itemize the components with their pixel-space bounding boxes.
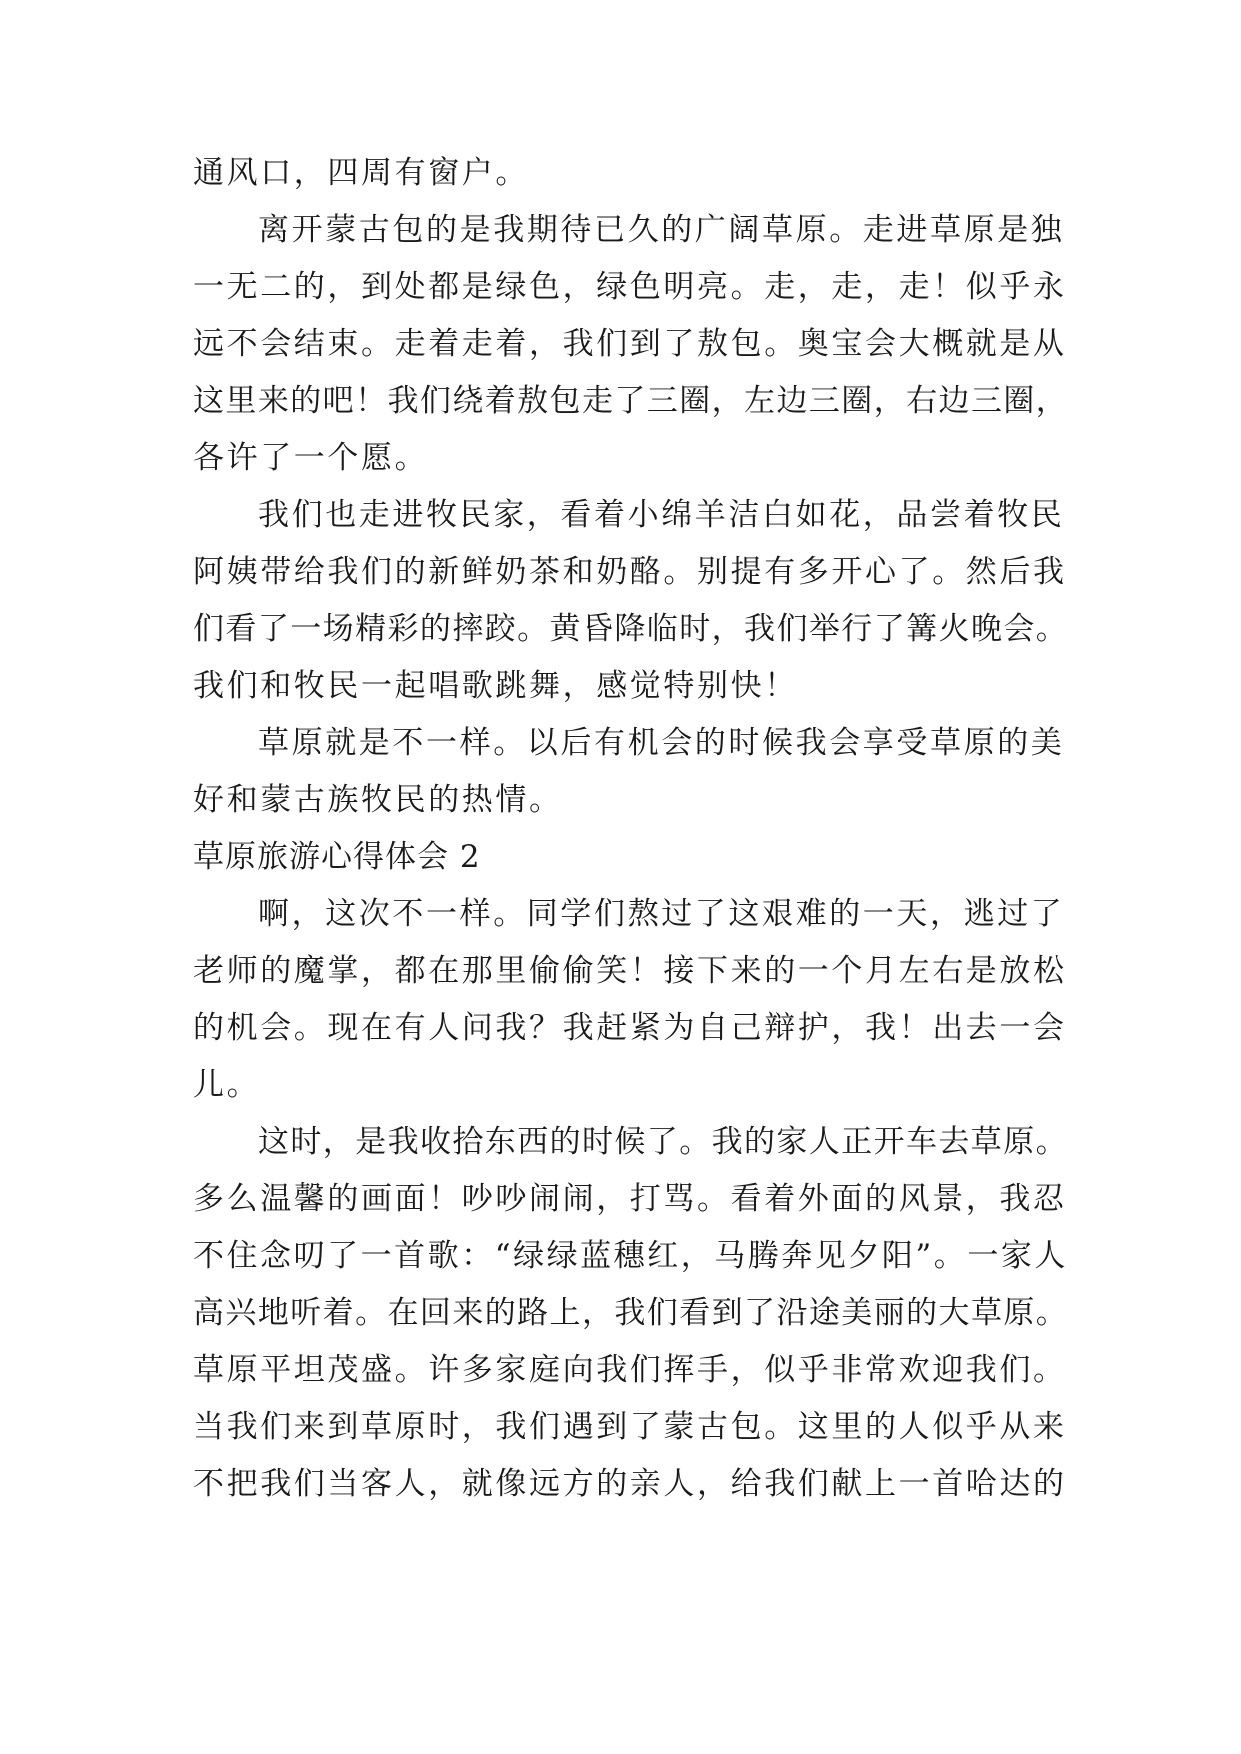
- text-line: 们看了一场精彩的摔跤。黄昏降临时，我们举行了篝火晚会。: [193, 611, 1069, 647]
- text-line: 好和蒙古族牧民的热情。: [193, 782, 563, 818]
- section-heading: 草原旅游心得体会 2: [193, 839, 481, 875]
- text-line: 这里来的吧！我们绕着敖包走了三圈，左边三圈，右边三圈，: [193, 383, 1069, 419]
- text-line: 当我们来到草原时，我们遇到了蒙古包。这里的人似乎从来: [193, 1409, 1067, 1445]
- text-line: 多么温馨的画面！吵吵闹闹，打骂。看着外面的风景，我忍: [193, 1181, 1067, 1217]
- text-line: 高兴地听着。在回来的路上，我们看到了沿途美丽的大草原。: [193, 1295, 1069, 1331]
- text-line: 老师的魔掌，都在那里偷偷笑！接下来的一个月左右是放松: [193, 953, 1067, 989]
- paragraph-first-line: 这时，是我收拾东西的时候了。我的家人正开车去草原。: [258, 1124, 1068, 1160]
- text-line: 阿姨带给我们的新鲜奶茶和奶酪。别提有多开心了。然后我: [193, 554, 1067, 590]
- text-line: 远不会结束。走着走着，我们到了敖包。奥宝会大概就是从: [193, 326, 1067, 362]
- paragraph-first-line: 离开蒙古包的是我期待已久的广阔草原。走进草原是独: [258, 212, 1065, 248]
- text-line: 各许了一个愿。: [193, 440, 429, 476]
- text-line: 不把我们当客人，就像远方的亲人，给我们献上一首哈达的: [193, 1466, 1067, 1502]
- text-line: 草原平坦茂盛。许多家庭向我们挥手，似乎非常欢迎我们。: [193, 1352, 1067, 1388]
- text-line: 儿。: [193, 1067, 261, 1103]
- paragraph-first-line: 草原就是不一样。以后有机会的时候我会享受草原的美: [258, 725, 1065, 761]
- text-line: 的机会。现在有人问我？我赶紧为自己辩护，我！出去一会: [193, 1010, 1067, 1046]
- text-line: 不住念叨了一首歌：“绿绿蓝穗红，马腾奔见夕阳”。一家人: [193, 1238, 1068, 1274]
- text-line: 我们和牧民一起唱歌跳舞，感觉特别快！: [193, 668, 798, 704]
- paragraph-first-line: 啊，这次不一样。同学们熬过了这艰难的一天，逃过了: [258, 896, 1065, 932]
- text-line: 一无二的，到处都是绿色，绿色明亮。走，走，走！似乎永: [193, 269, 1067, 305]
- text-line: 通风口，四周有窗户。: [193, 155, 529, 191]
- paragraph-first-line: 我们也走进牧民家，看着小绵羊洁白如花，品尝着牧民: [258, 497, 1065, 533]
